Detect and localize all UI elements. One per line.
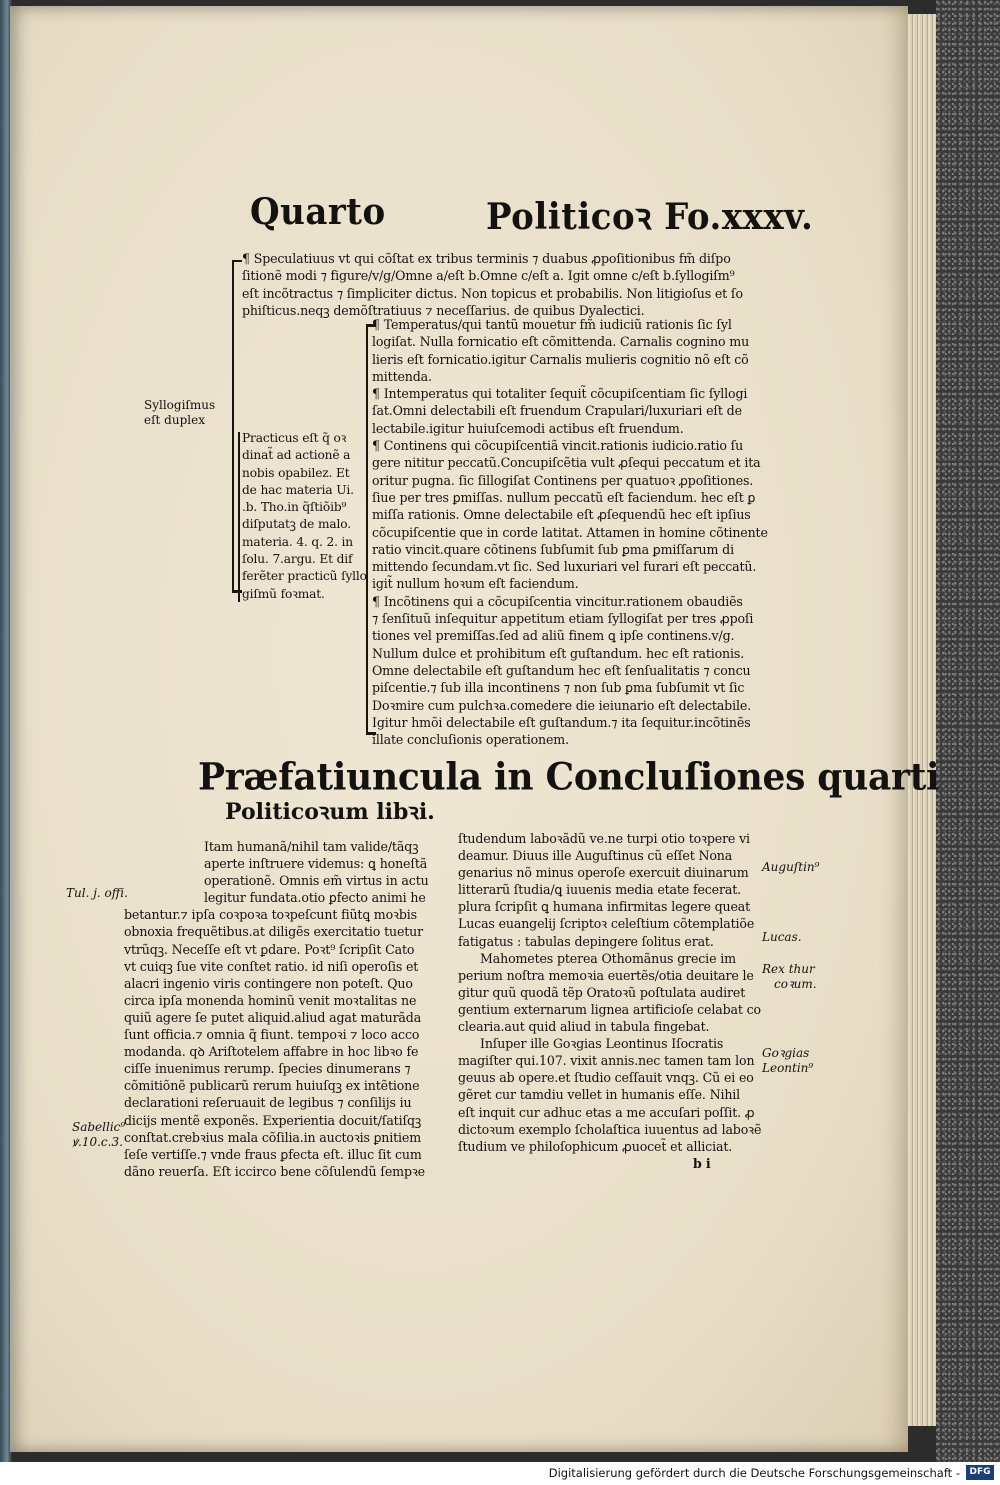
text-line: Practicus eſt q̃ oꝛ: [242, 431, 347, 445]
signature-mark: b i: [693, 1155, 711, 1171]
margin-note-line: Sabellic⁹: [72, 1120, 126, 1134]
text-line: operationẽ. Omnis em̃ virtus in actu: [204, 873, 429, 889]
text-line: vt cuiqꝫ ſue vite conſtet ratio. id niſi operoſis et: [124, 958, 419, 974]
text-line: Lucas euangelij ſcriptoꝛ celeſtium cõtemplatiõe: [458, 916, 755, 932]
margin-note-gorgias: [762, 1046, 813, 1076]
text-line: dicijs mentẽ exponẽs. Experientia docuit/ſatiſqꝫ: [124, 1112, 422, 1128]
text-line: Doꝛmire cum pulchꝛa.comedere die ieiunario eſt delectabile.: [372, 697, 752, 713]
text-line: dictoꝛum exemplo ſcholaſtica iuuentus ad laboꝛẽ: [458, 1121, 762, 1137]
book-cover-right: [936, 0, 1000, 1462]
text-line: oritur pugna. ſic ſillogiſat Continens per quatuoꝛ ꝓpoſitiones.: [372, 472, 754, 488]
section-subtitle: Politicoꝛum libꝛi.: [225, 799, 435, 825]
body-column-right: [458, 830, 761, 1172]
text-line: cõcupiſcentie que in corde latitat. Attamen in homine cõtinente: [372, 524, 768, 540]
margin-note-lucas: Lucas.: [762, 930, 802, 944]
text-line: genarius nõ minus operoſe exercuit diuinarum: [458, 865, 749, 881]
text-line: .b. Tho.in q̃ſtiõib⁹: [242, 500, 347, 515]
margin-note-line: ꝟ.10.c.3.: [72, 1135, 123, 1149]
text-line: deamur. Diuus ille Auguſtinus cũ eſſet Nona: [458, 848, 733, 864]
text-line: logiſat. Nulla fornicatio eſt cõmittenda. Carnalis cognino mu: [372, 334, 750, 350]
text-line: gere nititur peccatũ.Concupiſcẽtia vult ꝓſequi peccatum et ita: [372, 455, 761, 471]
margin-note-sabellic: [72, 1120, 125, 1150]
side-label-syllogismus: [144, 398, 215, 428]
text-line: eſt inquit cur adhuc etas a me accuſari poſſit. ꝓ: [458, 1104, 755, 1120]
text-line: diſputatꝫ de malo.: [242, 517, 351, 532]
margin-note-line: Rex thur: [762, 962, 815, 976]
text-line: ſunt officia.⁊ omnia q̃ fiunt. tempoꝛi ⁊ loco acco: [124, 1027, 420, 1043]
text-line: geuus ab opere.et ſtudio ceſſauit vnqꝫ. Cũ ei eo: [458, 1070, 754, 1086]
text-line: igit̃ nullum hoꝛum eſt faciendum.: [372, 576, 579, 592]
text-line: phiſticus.neqꝫ demõſtratiuus ⁊ neceſſarius. de quibus Dyalectici.: [242, 302, 645, 318]
practical-types-paragraph: [372, 316, 768, 748]
text-line: Inſuper ille Goꝛgias Leontinus Iſocratis: [480, 1036, 724, 1052]
speculativus-paragraph: [242, 250, 743, 319]
text-line: gẽret cur tamdiu vellet in humanis eſſe. Nihil: [458, 1087, 741, 1103]
side-label-line: Syllogiſmus: [144, 398, 216, 412]
text-line: ¶ Speculatiuus vt qui cõſtat ex tribus terminis ⁊ duabus ꝓpoſitionibus fm̃ diſpo: [242, 251, 731, 266]
footer-bar: [0, 1462, 1000, 1485]
text-line: miſſa rationis. Omne delectabile eſt ꝓſequendũ hec eſt ipſius: [372, 507, 751, 523]
text-line: mittenda.: [372, 368, 432, 384]
text-line: circa ipſa monenda hominũ venit moꝛtalitas ne: [124, 992, 417, 1008]
text-line: plura ſcripſit ꝗ humana infirmitas legere queat: [458, 899, 751, 915]
text-line: Omne delectabile eſt guſtandum hec eſt ſenſualitatis ⁊ concu: [372, 662, 751, 678]
text-line: ſtudendum laboꝛãdũ ve.ne turpi otio toꝛpere vi: [458, 831, 750, 846]
funding-notice: Digitalisierung gefördert durch die Deutsche Forschungsgemeinschaft -: [548, 1466, 960, 1480]
margin-note-augustin: Auguſtin⁹: [762, 860, 820, 874]
text-line: Nullum dulce et prohibitum eſt guſtandum. hec eſt rationis.: [372, 645, 745, 661]
text-line: betantur.⁊ ipſa coꝛpoꝛa toꝛpeſcunt fiũtꝗ moꝛbis: [124, 907, 417, 923]
practicus-paragraph: [242, 430, 367, 603]
text-line: quiũ agere ſe putet aliquid.aliud agat maturãda: [124, 1009, 422, 1025]
text-line: giſmũ foꝛmat.: [242, 586, 325, 601]
text-line: nobis opabilez. Et: [242, 465, 350, 480]
text-line: aperte inſtruere videmus: ꝗ honeſtã: [204, 856, 428, 872]
text-line: lectabile.igitur huiuſcemodi actibus eſt fruendum.: [372, 420, 684, 436]
text-line: dãno reuerſa. Eſt iccirco bene cõſulendũ ſempꝛe: [124, 1163, 425, 1179]
text-line: ferẽter practicũ ſyllo: [242, 569, 367, 584]
text-line: materia. 4. q. 2. in: [242, 534, 353, 549]
text-line: mittendo ſecundam.vt ſic. Sed luxuriari vel furari eſt peccatũ.: [372, 559, 757, 575]
text-line: gentium externarum lignea artificioſe celabat co: [458, 1001, 761, 1017]
text-line: Mahometes pterea Othomãnus grecie im: [480, 950, 736, 966]
text-line: ſitionẽ modi ⁊ figure/v/g/Omne a/eſt b.Omne c/eſt a. Igit omne c/eſt b.ſyllogiſm⁹: [242, 268, 735, 284]
body-column-left: [124, 838, 429, 1180]
brace-practicus: [238, 432, 240, 602]
text-line: ¶ Continens qui cõcupiſcentiã vincit.rationis iudicio.ratio ſu: [372, 438, 744, 454]
text-line: ratio vincit.quare cõtinens ſubſumit ſub ꝑma ꝑmiſſarum di: [372, 541, 734, 557]
text-line: cõmitiõnẽ publicarũ rerum huiuſqꝫ ex intẽtione: [124, 1078, 420, 1094]
text-line: dinat̃ ad actionẽ a: [242, 448, 351, 463]
text-line: ¶ Temperatus/qui tantũ mouetur fm̃ iudiciũ rationis ſic ſyl: [372, 317, 732, 332]
text-line: litterarũ ſtudia/ꝗ iuuenis media etate fecerat.: [458, 882, 741, 898]
text-line: Itam humanã/nihil tam valide/tãqꝫ: [204, 839, 419, 854]
margin-note-tul: Tul. j. offi.: [66, 886, 128, 900]
text-line: Igitur hmõi delectabile eſt guſtandum.⁊ ita ſequitur.incõtinẽs: [372, 714, 751, 730]
text-line: fatigatus : tabulas depingere ſolitus erat.: [458, 933, 714, 949]
text-line: magiſter qui.107. vixit annis.nec tamen tam lon: [458, 1053, 755, 1069]
margin-note-line: coꝛum.: [774, 977, 817, 991]
text-line: legitur fundata.otio ꝑfecto animi he: [204, 890, 426, 906]
text-line: ſeſe vertiſſe.⁊ vnde fraus ꝑfecta eſt. illuc ſit cum: [124, 1146, 422, 1162]
text-line: tiones vel premiſſas.ſed ad aliũ finem ꝗ ipſe continens.v/g.: [372, 628, 735, 644]
text-line: ⁊ ſenſituũ inſequitur appetitum etiam ſyllogiſat per tres ꝓpoſi: [372, 611, 754, 627]
text-line: clearia.aut quid aliud in tabula fingebat.: [458, 1019, 710, 1035]
text-line: ciſſe inuenimus rerump. ſpecies dinumerans ⁊: [124, 1061, 411, 1077]
book-page: [10, 6, 940, 1452]
text-line: vtrũqꝫ. Neceſſe eſt vt ꝑdare. Poꝛt⁹ ſcripſit Cato: [124, 941, 415, 957]
running-head-left: Quarto: [250, 190, 386, 234]
brace-main-end: [232, 590, 242, 593]
side-label-line: eſt duplex: [144, 413, 205, 427]
brace-main: [232, 260, 242, 592]
text-line: ſat.Omni delectabili eſt fruendum Crapulari/luxuriari eſt de: [372, 403, 742, 419]
text-line: alacri ingenio viris contingere non poteſt. Quo: [124, 975, 413, 991]
text-line: de hac materia Ui.: [242, 482, 354, 497]
text-line: eſt incõtractus ⁊ ſimpliciter dictus. Non topicus et probabilis. Non litigioſus et ſo: [242, 285, 743, 301]
text-line: obnoxia frequẽtibus.at diligẽs exercitatio tuetur: [124, 924, 423, 940]
text-line: piſcentie.⁊ ſub illa incontinens ⁊ non ſub ꝑma ſubſumit vt ſic: [372, 680, 745, 696]
text-line: lieris eſt fornicatio.igitur Carnalis mulieris cognitio nõ eſt cõ: [372, 351, 749, 367]
text-line: illate concluſionis operationem.: [372, 732, 569, 748]
dfg-logo-icon: DFG: [966, 1465, 994, 1480]
text-line: gitur quũ quodã tẽp Oratoꝛũ poſtulata audiret: [458, 984, 746, 1000]
text-line: ¶ Incõtinens qui a cõcupiſcentia vincitur.rationem obaudiẽs: [372, 593, 743, 609]
text-line: declarationi reſeruauit de legibus ⁊ conſilijs iu: [124, 1095, 412, 1111]
text-line: ſiue per tres ꝑmiſſas. nullum peccatũ eſt faciendum. hec eſt ꝑ: [372, 489, 756, 505]
text-line: conſtat.crebꝛius mala cõſilia.in auctoꝛis ꝑnitiem: [124, 1129, 422, 1145]
text-line: ¶ Intemperatus qui totaliter ſequit̃ cõcupiſcentiam ſic ſyllogi: [372, 386, 748, 402]
margin-note-rex: [762, 962, 817, 992]
text-line: ſtudium ve philoſophicum ꝓuocet̃ et alliciat.: [458, 1138, 733, 1154]
text-line: ſolu. 7.argu. Et dif: [242, 552, 353, 567]
text-line: perium noſtra memoꝛia euertẽs/otia deuitare le: [458, 967, 754, 983]
section-title: Præfatiuncula in Concluſiones quarti: [198, 754, 940, 800]
text-line: modanda. qꝺ Ariſtotelem affabre in hoc libꝛo fe: [124, 1044, 419, 1060]
margin-note-line: Goꝛgias: [762, 1046, 810, 1060]
running-head-right: Politicoꝛ Fo.xxxv.: [486, 195, 814, 239]
margin-note-line: Leontin⁹: [762, 1061, 814, 1075]
